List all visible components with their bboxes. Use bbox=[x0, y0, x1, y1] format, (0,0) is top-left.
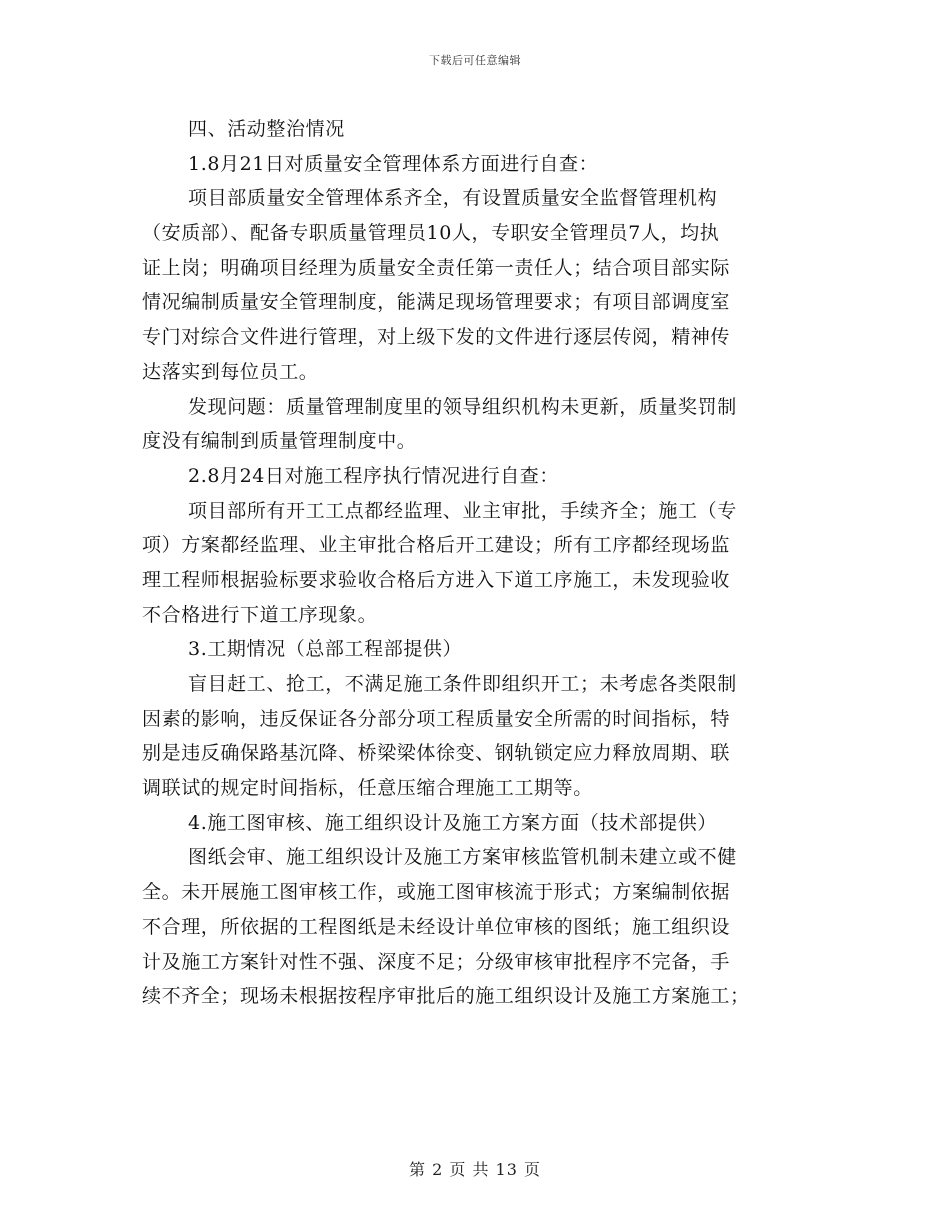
paragraph-line: 不合理，所依据的工程图纸是未经设计单位审核的图纸；施工组织设 bbox=[142, 915, 731, 938]
item-heading-3: 3.工期情况（总部工程部提供） bbox=[188, 638, 463, 661]
paragraph-line: 项）方案都经监理、业主审批合格后开工建设；所有工序都经现场监 bbox=[142, 534, 731, 557]
paragraph-line: 别是违反确保路基沉降、桥梁梁体徐变、钢轨锁定应力释放周期、联 bbox=[142, 742, 731, 765]
paragraph-line: 计及施工方案针对性不强、深度不足；分级审核审批程序不完备，手 bbox=[142, 950, 731, 973]
paragraph-line: 因素的影响，违反保证各分部分项工程质量安全所需的时间指标，特 bbox=[142, 707, 731, 730]
paragraph-line: 证上岗；明确项目经理为质量安全责任第一责任人；结合项目部实际 bbox=[142, 256, 731, 279]
paragraph-line: 不合格进行下道工序现象。 bbox=[142, 603, 378, 626]
item-heading-2: 2.8月24日对施工程序执行情况进行自查： bbox=[188, 464, 559, 487]
paragraph-line: 盲目赶工、抢工，不满足施工条件即组织开工；未考虑各类限制 bbox=[188, 673, 737, 695]
paragraph-line: 项目部所有开工工点都经监理、业主审批，手续齐全；施工（专 bbox=[188, 499, 737, 522]
paragraph-line: 专门对综合文件进行管理，对上级下发的文件进行逐层传阅，精神传 bbox=[142, 326, 731, 349]
paragraph-line: 发现问题：质量管理制度里的领导组织机构未更新，质量奖罚制 bbox=[188, 395, 737, 418]
paragraph-line: 理工程师根据验标要求验收合格后方进入下道工序施工，未发现验收 bbox=[142, 568, 731, 591]
paragraph-line: 度没有编制到质量管理制度中。 bbox=[142, 430, 417, 453]
paragraph-line: 全。未开展施工图审核工作，或施工图审核流于形式；方案编制依据 bbox=[142, 881, 731, 904]
item-heading-4: 4.施工图审核、施工组织设计及施工方案方面（技术部提供） bbox=[188, 811, 717, 834]
paragraph-line: （安质部）、配备专职质量管理员10人，专职安全管理员7人，均执 bbox=[142, 222, 720, 245]
document-body bbox=[142, 112, 808, 1014]
section-heading: 四、活动整治情况 bbox=[188, 118, 345, 140]
paragraph-line: 续不齐全；现场未根据按程序审批后的施工组织设计及施工方案施工； bbox=[142, 985, 750, 1008]
paragraph-line: 达落实到每位员工。 bbox=[142, 360, 319, 383]
item-heading-1: 1.8月21日对质量安全管理体系方面进行自查： bbox=[188, 152, 599, 175]
paragraph-line: 调联试的规定时间指标，任意压缩合理施工工期等。 bbox=[142, 777, 593, 800]
paragraph-line: 情况编制质量安全管理制度，能满足现场管理要求；有项目部调度室 bbox=[142, 291, 731, 314]
page-footer: 第 2 页 共 13 页 bbox=[409, 1160, 541, 1179]
paragraph-line: 图纸会审、施工组织设计及施工方案审核监管机制未建立或不健 bbox=[188, 846, 737, 869]
page-header: 下载后可任意编辑 bbox=[429, 54, 521, 67]
paragraph-line: 项目部质量安全管理体系齐全，有设置质量安全监督管理机构 bbox=[188, 187, 718, 210]
